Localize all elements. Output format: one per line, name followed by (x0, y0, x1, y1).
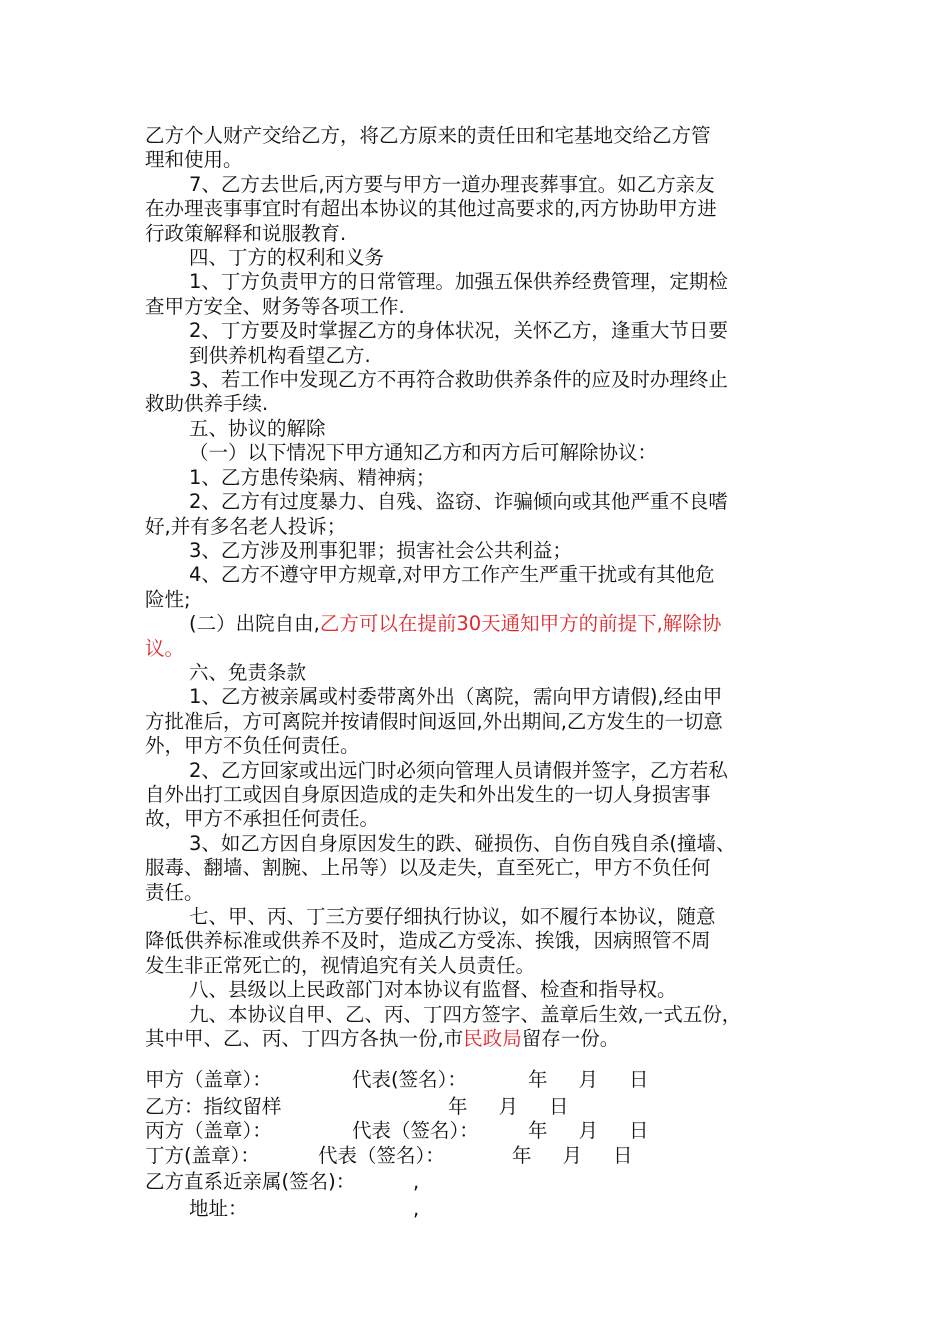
exit-clause-continued: 议。 (145, 636, 185, 660)
document-line: 救助供养手续. (145, 392, 269, 416)
sig-ding-rep: 代表（签名）： (318, 1144, 445, 1167)
document-line: 四、丁方的权利和义务 (189, 246, 385, 270)
sig-bing-label: 丙方（盖章）： (145, 1119, 272, 1142)
sig-jia-rep: 代表(签名）： (352, 1068, 467, 1091)
document-line: 3、若工作中发现乙方不再符合救助供养条件的应及时办理终止 (189, 368, 728, 392)
document-line: 2、乙方有过度暴力、自残、盗窃、诈骗倾向或其他严重不良嗜 (189, 490, 728, 514)
sig-jia-date: 年 月 日 (528, 1068, 649, 1091)
document-line: 九、本协议自甲、乙、丙、丁四方签字、盖章后生效,一式五份， (189, 1002, 742, 1026)
civil-affairs-bureau: 民政局 (463, 1027, 522, 1051)
exit-clause-prefix: (二）出院自由, (189, 612, 320, 636)
document-line: 七、甲、丙、丁三方要仔细执行协议，如不履行本协议，随意 (189, 905, 716, 928)
final-clause-prefix: 其中甲、乙、丙、丁四方各执一份,市 (145, 1027, 464, 1051)
document-line: 4、乙方不遵守甲方规章,对甲方工作产生严重干扰或有其他危 (189, 563, 715, 587)
document-line: 1、乙方患传染病、精神病； (189, 465, 436, 489)
document-line: 六、免责条款 (189, 660, 307, 684)
document-line: 好,并有多名老人投诉； (145, 514, 347, 538)
document-line: （一）以下情况下甲方通知乙方和丙方后可解除协议： (189, 441, 658, 465)
sig-relative-comma: , (413, 1170, 420, 1193)
final-clause-line (145, 1027, 810, 1051)
sig-yi-date: 年 月 日 (448, 1095, 569, 1118)
document-line: 3、如乙方因自身原因发生的跌、碰损伤、自伤自残自杀(撞墙、 (189, 831, 736, 855)
document-line: 八、县级以上民政部门对本协议有监督、检查和指导权。 (189, 978, 677, 1002)
sig-yi-label: 乙方：指纹留样 (145, 1095, 282, 1118)
sig-jia-label: 甲方（盖章）： (145, 1068, 272, 1091)
document-line: 在办理丧事事宜时有超出本协议的其他过高要求的,丙方协助甲方进 (145, 197, 717, 221)
document-line: 1、乙方被亲属或村委带离外出（离院，需向甲方请假),经由甲 (189, 685, 723, 709)
paragraph-block-2 (145, 661, 810, 1027)
document-line: 降低供养标准或供养不及时，造成乙方受冻、挨饿，因病照管不周 (145, 929, 711, 953)
exit-clause (145, 612, 810, 636)
exit-clause-highlight: 乙方可以在提前30天通知甲方的前提下,解除协 (319, 612, 722, 636)
document-line: 2、乙方回家或出远门时必须向管理人员请假并签字，乙方若私 (189, 758, 728, 782)
document-line: 3、乙方涉及刑事犯罪；损害社会公共利益； (189, 538, 572, 562)
document-line: 责任。 (145, 880, 204, 904)
paragraph-block-1 (145, 124, 810, 612)
sig-bing-rep: 代表（签名）： (352, 1119, 479, 1142)
sig-address-comma: , (413, 1197, 420, 1220)
document-line: 方批准后，方可离院并按请假时间返回,外出期间,乙方发生的一切意 (145, 709, 723, 733)
document-line: 险性; (145, 587, 191, 611)
document-line: 查甲方安全、财务等各项工作. (145, 294, 405, 318)
final-clause-suffix: 留存一份。 (521, 1027, 620, 1051)
document-line: 2、丁方要及时掌握乙方的身体状况，关怀乙方，逢重大节日要 (189, 319, 728, 343)
document-line: 故，甲方不承担任何责任。 (145, 807, 380, 831)
document-line: 外，甲方不负任何责任。 (145, 734, 360, 758)
document-line: 自外出打工或因自身原因造成的走失和外出发生的一切人身损害事 (145, 782, 711, 806)
document-line: 乙方个人财产交给乙方，将乙方原来的责任田和宅基地交给乙方管 (145, 124, 711, 147)
sig-ding-date: 年 月 日 (512, 1144, 633, 1167)
document-line: 五、协议的解除 (189, 416, 326, 440)
sig-bing-date: 年 月 日 (528, 1119, 649, 1142)
document-line: 行政策解释和说服教育. (145, 221, 347, 245)
document-body (145, 124, 810, 1051)
document-line: 发生非正常死亡的，视情追究有关人员责任。 (145, 953, 536, 977)
document-line: 7、乙方去世后,丙方要与甲方一道办理丧葬事宜。如乙方亲友 (189, 172, 715, 196)
document-line: 1、丁方负责甲方的日常管理。加强五保供养经费管理，定期检 (189, 270, 728, 294)
sig-ding-label: 丁方(盖章）： (145, 1144, 260, 1167)
sig-address-label: 地址： (189, 1197, 248, 1220)
document-line: 服毒、翻墙、割腕、上吊等）以及走失，直至死亡，甲方不负任何 (145, 856, 711, 880)
document-line: 理和使用。 (145, 148, 243, 172)
document-line: 到供养机构看望乙方. (189, 343, 371, 367)
sig-relative-label: 乙方直系近亲属(签名)： (145, 1170, 356, 1193)
